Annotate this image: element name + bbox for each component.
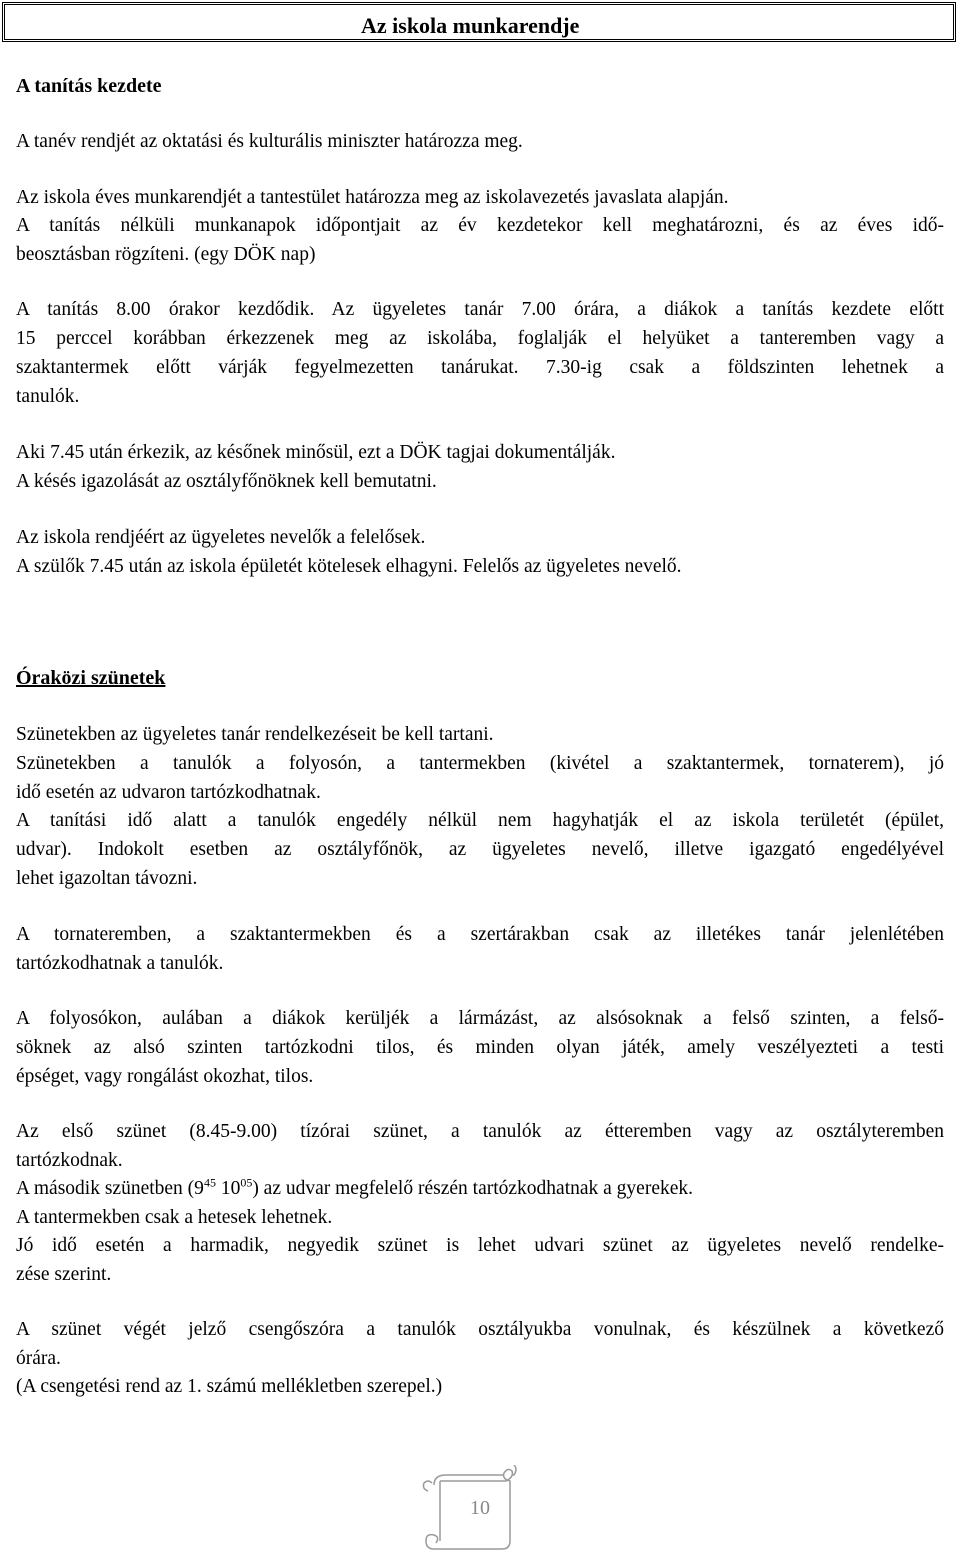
paragraph-line: tartózkodhatnak a tanulók. — [16, 953, 224, 974]
paragraph-line: A késés igazolását az osztályfőnöknek kell bemutatni. — [16, 471, 437, 492]
page-title: Az iskola munkarendje — [361, 13, 580, 38]
paragraph-line: Az iskola éves munkarendjét a tantestület határozza meg az iskolavezetés javaslata alapján. — [16, 187, 729, 208]
paragraph-line: órára. — [16, 1348, 61, 1369]
paragraph-line: A tanítás 8.00 órakor kezdődik. Az ügyeletes tanár 7.00 órára, a diákok a tanítás kezdete előtt — [16, 300, 944, 320]
paragraph-line: A szülők 7.45 után az iskola épületét kötelesek elhagyni. Felelős az ügyeletes nevelő. — [16, 556, 682, 577]
paragraph-line: tartózkodnak. — [16, 1150, 123, 1171]
paragraph-line: udvar). Indokolt esetben az osztályfőnök, az ügyeletes nevelő, illetve igazgató engedélyével — [16, 840, 944, 860]
paragraph-line: idő esetén az udvaron tartózkodhatnak. — [16, 782, 321, 803]
section-title-teaching-start: A tanítás kezdete — [16, 75, 162, 97]
paragraph-line: Jó idő esetén a harmadik, negyedik szünet is lehet udvari szünet az ügyeletes nevelő rendelke- — [16, 1236, 944, 1256]
paragraph-line: Szünetekben a tanulók a folyosón, a tantermekben (kivétel a szaktantermek, tornaterem), jó — [16, 754, 944, 774]
paragraph-line: szaktantermek előtt várják fegyelmezetten tanárukat. 7.30-ig csak a földszinten lehetnek a — [16, 358, 944, 378]
paragraph-line: söknek az alsó szinten tartózkodni tilos, és minden olyan játék, amely veszélyezteti a testi — [16, 1038, 944, 1058]
paragraph-line: tanulók. — [16, 386, 80, 407]
paragraph-line: A tantermekben csak a hetesek lehetnek. — [16, 1207, 333, 1228]
paragraph-line: A szünet végét jelző csengőszóra a tanulók osztályukba vonulnak, és készülnek a következő — [16, 1320, 944, 1340]
header-box — [2, 2, 956, 42]
paragraph-line: épséget, vagy rongálást okozhat, tilos. — [16, 1066, 314, 1087]
paragraph-line: A folyosókon, aulában a diákok kerüljék a lármázást, az alsósoknak a felső szinten, a felső- — [16, 1009, 944, 1029]
paragraph-line: (A csengetési rend az 1. számú mellékletben szerepel.) — [16, 1376, 443, 1397]
paragraph-line: zése szerint. — [16, 1264, 112, 1285]
paragraph-line: lehet igazoltan távozni. — [16, 868, 198, 889]
paragraph-line: A tornateremben, a szaktantermekben és a szertárakban csak az illetékes tanár jelenlétében — [16, 925, 944, 945]
superscript-45: 45 — [203, 1175, 216, 1190]
superscript-05: 05 — [240, 1175, 253, 1190]
paragraph-line: Az első szünet (8.45-9.00) tízórai szünet, a tanulók az étteremben vagy az osztályteremben — [16, 1122, 944, 1142]
paragraph-line: Az iskola rendjéért az ügyeletes nevelők a felelősek. — [16, 527, 426, 548]
paragraph-line: beosztásban rögzíteni. (egy DÖK nap) — [16, 244, 316, 265]
text-segment: ) az udvar megfelelő részén tartózkodhatnak a gyerekek. — [252, 1178, 694, 1199]
paragraph-line: 15 perccel korábban érkezzenek meg az iskolába, foglalják el helyüket a tanteremben vagy a — [16, 329, 944, 349]
paragraph-line: A tanítási idő alatt a tanulók engedély nélkül nem hagyhatják el az iskola területét (épület, — [16, 811, 944, 831]
paragraph-line: Szünetekben az ügyeletes tanár rendelkezéseit be kell tartani. — [16, 724, 494, 745]
page-number: 10 — [470, 1497, 490, 1519]
paragraph-line: Aki 7.45 után érkezik, az későnek minősül, ezt a DÖK tagjai dokumentálják. — [16, 442, 616, 463]
paragraph-line: A tanév rendjét az oktatási és kulturális miniszter határozza meg. — [16, 131, 523, 152]
text-segment: 10 — [215, 1178, 241, 1199]
paragraph-line: A tanítás nélküli munkanapok időpontjait az év kezdetekor kell meghatározni, és az éves idő- — [16, 216, 944, 236]
paragraph-line-second-break — [16, 1175, 694, 1199]
section-title-breaks: Óraközi szünetek — [16, 667, 166, 689]
text-segment: A második szünetben (9 — [16, 1178, 204, 1199]
